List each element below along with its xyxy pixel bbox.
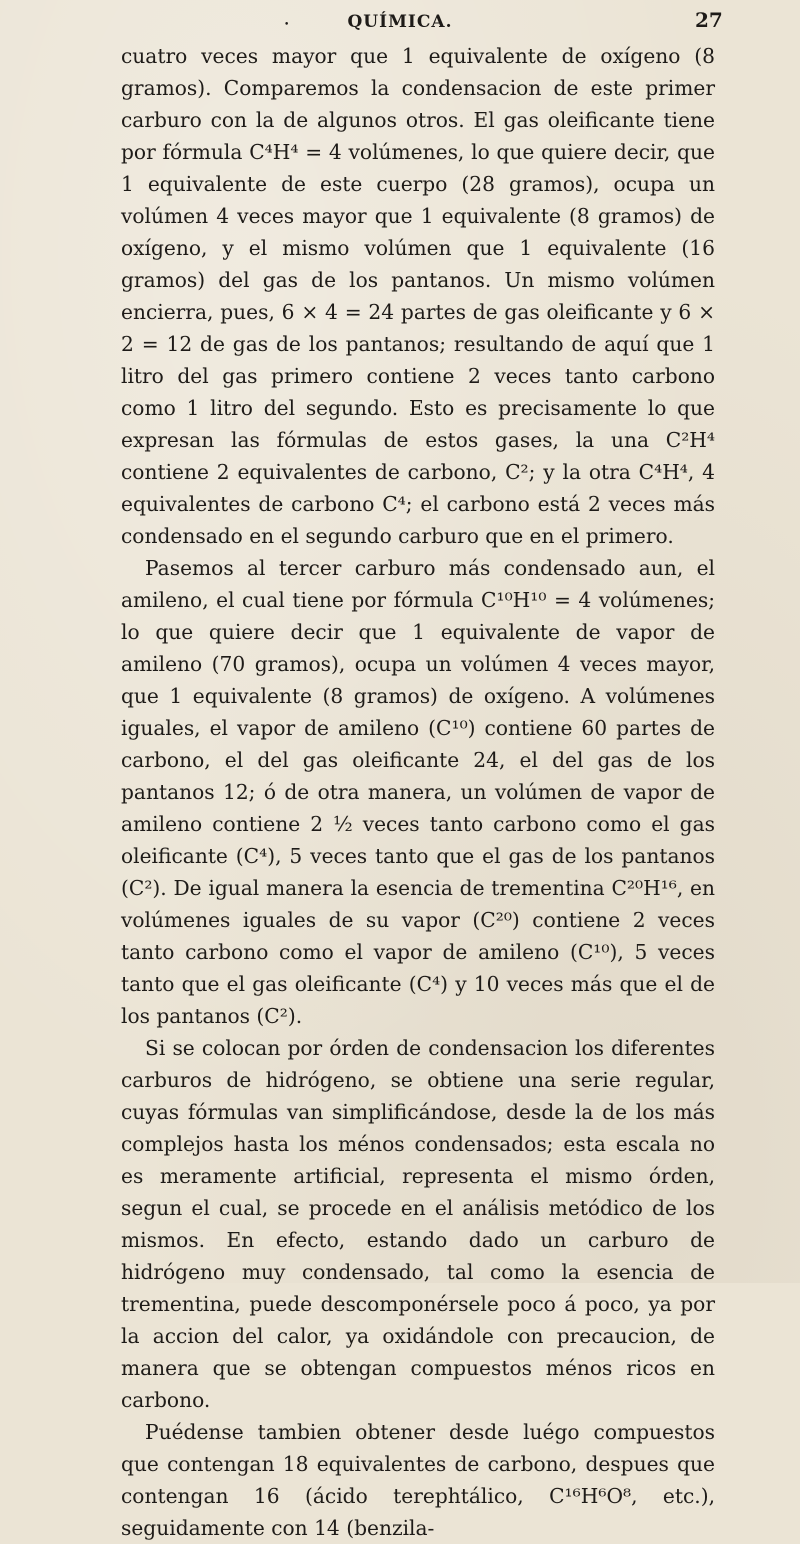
paragraph: Puédense tambien obtener desde luégo compuestos que contengan 18 equivalentes de carbono, despues que contengan 16 (ácido terephtálico, C¹⁶H⁶O⁸, etc.), seguidamente con 14 (benzila- <box>121 1420 715 1540</box>
print-mark: • <box>284 20 290 30</box>
body-text <box>121 40 715 1544</box>
running-head: QUÍMICA. <box>347 12 453 32</box>
paragraph: cuatro veces mayor que 1 equivalente de oxígeno (8 gramos). Comparemos la condensacion de este primer carburo con la de algunos otros. El gas oleificante tiene por fórmula C⁴H⁴ = 4 volúmenes, lo que quiere decir, que 1 equivalente de este cuerpo (28 gramos), ocupa un volúmen 4 veces mayor que 1 equivalente (8 gramos) de oxígeno, y el mismo volúmen que 1 equivalente (16 gramos) del gas de los pantanos. Un mismo volúmen encierra, pues, 6 × 4 = 24 partes de gas oleificante y 6 × 2 = 12 de gas de los pantanos; resultando de aquí que 1 litro del gas primero contiene 2 veces tanto carbono como 1 litro del segundo. Esto es precisamente lo que expresan las fórmulas de estos gases, la una C²H⁴ contiene 2 equivalentes de carbono, C²; y la otra C⁴H⁴, 4 equivalentes de carbono C⁴; el carbono está 2 veces más condensado en el segundo carburo que en el primero. <box>121 44 715 548</box>
page-header <box>0 8 800 42</box>
paragraph: Pasemos al tercer carburo más condensado aun, el amileno, el cual tiene por fórmula C¹⁰H¹⁰ = 4 volúmenes; lo que quiere decir que 1 equivalente de vapor de amileno (70 gramos), ocupa un volúmen 4 veces mayor, que 1 equivalente (8 gramos) de oxígeno. A volúmenes iguales, el vapor de amileno (C¹⁰) contiene 60 partes de carbono, el del gas oleificante 24, el del gas de los pantanos 12; ó de otra manera, un volúmen de vapor de amileno contiene 2 ½ veces tanto carbono como el gas oleificante (C⁴), 5 veces tanto que el gas de los pantanos (C²). De igual manera la esencia de trementina C²⁰H¹⁶, en volúmenes iguales de su vapor (C²⁰) contiene 2 veces tanto carbono como el vapor de amileno (C¹⁰), 5 veces tanto que el gas oleificante (C⁴) y 10 veces más que el de los pantanos (C²). <box>121 556 715 1028</box>
page-number: 27 <box>695 8 723 32</box>
paragraph: Si se colocan por órden de condensacion los diferentes carburos de hidrógeno, se obtiene una serie regular, cuyas fórmulas van simplificándose, desde la de los más complejos hasta los ménos condensados; esta escala no es meramente artificial, representa el mismo órden, segun el cual, se procede en el análisis metódico de los mismos. En efecto, estando dado un carburo de hidrógeno muy condensado, tal como la esencia de trementina, puede descomponérsele poco á poco, ya por la accion del calor, ya oxidándole con precaucion, de manera que se obtengan compuestos ménos ricos en carbono. <box>121 1036 715 1412</box>
